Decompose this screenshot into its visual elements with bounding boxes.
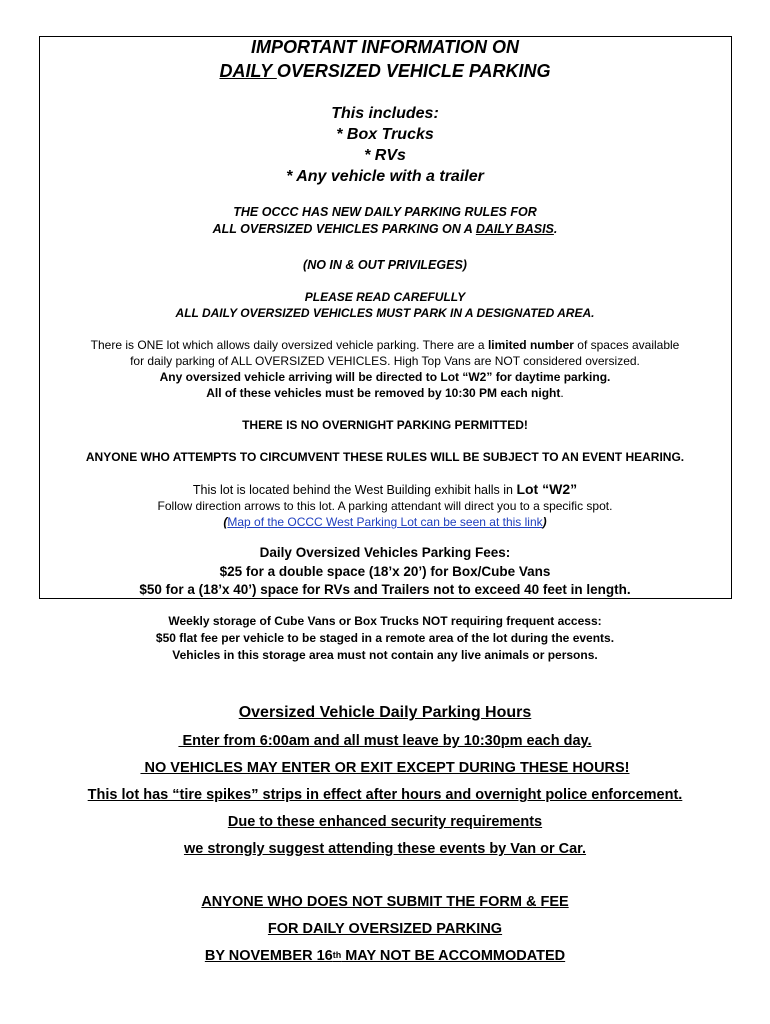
deadline-line-3-post: MAY NOT BE ACCOMMODATED xyxy=(341,948,566,964)
map-link[interactable]: Map of the OCCC West Parking Lot can be seen at this link xyxy=(227,515,543,529)
circumvent-warning: ANYONE WHO ATTEMPTS TO CIRCUMVENT THESE RULES WILL BE SUBJECT TO AN EVENT HEARING. xyxy=(85,450,685,464)
deadline-line-2: FOR DAILY OVERSIZED PARKING xyxy=(267,921,503,937)
details-line-3: Any oversized vehicle arriving will be directed to Lot “W2” for daytime parking. xyxy=(159,370,611,384)
includes-item-rvs: * RVs xyxy=(364,147,406,164)
details-line-4-post: . xyxy=(560,386,564,400)
hours-line-4: Due to these enhanced security requirements xyxy=(227,814,543,830)
fees-line-1: $25 for a double space (18’x 20’) for Box/Cube Vans xyxy=(219,564,551,579)
title-line-1: IMPORTANT INFORMATION ON xyxy=(251,37,519,57)
includes-heading: This includes: xyxy=(331,105,439,122)
hours-line-2: NO VEHICLES MAY ENTER OR EXIT EXCEPT DURING THESE HOURS! xyxy=(140,760,630,776)
weekly-line-2: $50 flat fee per vehicle to be staged in a remote area of the lot during the events. xyxy=(155,631,615,645)
hours-line-5: we strongly suggest attending these events by Van or Car. xyxy=(183,841,587,857)
location-line-1-pre: This lot is located behind the West Building exhibit halls in xyxy=(192,483,517,497)
rules-line-2-post: . xyxy=(553,222,558,236)
limited-number-bold: limited number xyxy=(487,338,574,352)
map-close-paren: ) xyxy=(542,515,547,529)
read-carefully-notice: PLEASE READ CAREFULLY xyxy=(304,290,466,304)
rules-line-2 xyxy=(0,222,770,236)
rules-line-2-pre: ALL OVERSIZED VEHICLES PARKING ON A xyxy=(212,222,476,236)
weekly-line-1: Weekly storage of Cube Vans or Box Trucks NOT requiring frequent access: xyxy=(168,614,602,628)
details-line-4 xyxy=(0,386,770,400)
details-line-1-post: of spaces available xyxy=(573,338,680,352)
no-in-out-notice: (NO IN & OUT PRIVILEGES) xyxy=(303,258,467,272)
title-daily-underlined: DAILY xyxy=(219,61,277,81)
details-line-1 xyxy=(0,338,770,352)
no-overnight-notice: THERE IS NO OVERNIGHT PARKING PERMITTED! xyxy=(242,418,528,432)
hours-line-3: This lot has “tire spikes” strips in effect after hours and overnight police enforcement. xyxy=(87,787,683,803)
includes-item-trailer: * Any vehicle with a trailer xyxy=(286,168,484,185)
map-link-line xyxy=(0,515,770,529)
location-line-1 xyxy=(0,481,770,497)
location-line-2: Follow direction arrows to this lot. A parking attendant will direct you to a specific spot. xyxy=(157,499,613,513)
fees-line-2: $50 for a (18’x 40’) space for RVs and Trailers not to exceed 40 feet in length. xyxy=(139,582,631,597)
deadline-line-3 xyxy=(0,948,770,964)
deadline-date-suffix: th xyxy=(332,950,342,960)
deadline-date-pre: BY NOVEMBER 16 xyxy=(204,948,333,964)
rules-line-1: THE OCCC HAS NEW DAILY PARKING RULES FOR xyxy=(233,205,537,219)
includes-item-box-trucks: * Box Trucks xyxy=(336,126,434,143)
map-open-paren: ( xyxy=(223,515,228,529)
hours-line-1: Enter from 6:00am and all must leave by 10:30pm each day. xyxy=(178,733,592,749)
designated-area-notice: ALL DAILY OVERSIZED VEHICLES MUST PARK IN A DESIGNATED AREA. xyxy=(175,306,595,320)
fees-heading: Daily Oversized Vehicles Parking Fees: xyxy=(259,545,511,560)
title-line-2 xyxy=(0,61,770,82)
details-line-2: for daily parking of ALL OVERSIZED VEHICLES. High Top Vans are NOT considered oversized. xyxy=(130,354,640,368)
weekly-line-3: Vehicles in this storage area must not contain any live animals or persons. xyxy=(172,648,598,662)
hours-heading: Oversized Vehicle Daily Parking Hours xyxy=(238,704,532,721)
title-line-2-rest: OVERSIZED VEHICLE PARKING xyxy=(276,61,551,81)
daily-basis-underlined: DAILY BASIS xyxy=(475,222,554,236)
lot-w2-bold: Lot “W2” xyxy=(516,481,578,497)
removal-time-bold: All of these vehicles must be removed by 10:30 PM each night xyxy=(206,386,561,400)
deadline-line-1: ANYONE WHO DOES NOT SUBMIT THE FORM & FEE xyxy=(201,894,569,910)
details-line-1-pre: There is ONE lot which allows daily oversized vehicle parking. There are a xyxy=(90,338,488,352)
